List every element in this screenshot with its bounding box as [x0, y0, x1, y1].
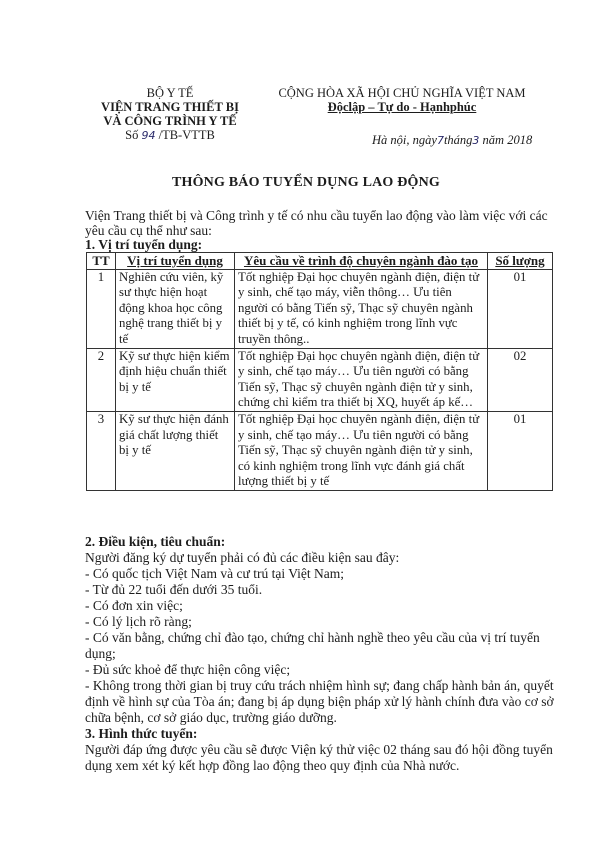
- date-prefix: Hà nội, ngày: [372, 133, 437, 147]
- country-name: CỘNG HÒA XÃ HỘI CHỦ NGHĨA VIỆT NAM: [278, 86, 526, 100]
- section2-intro: Người đăng ký dự tuyển phải có đủ các điều kiện sau đây:: [85, 550, 400, 565]
- institute-name-line1: VIỆN TRANG THIẾT BỊ: [101, 100, 239, 114]
- row-tt: 2: [87, 348, 116, 411]
- column-header-tt: TT: [87, 253, 116, 270]
- section3-text: Người đáp ứng được yêu cầu sẽ được Viện ký thử việc 02 tháng sau đó hội đồng tuyển dụng xem xét ký kết hợp đồng lao động theo quy định của Nhà nước.: [85, 742, 553, 773]
- condition-item: - Có lý lịch rõ ràng;: [85, 614, 192, 629]
- row-quantity: 01: [488, 411, 553, 490]
- document-number-value: 94: [141, 129, 156, 142]
- section2: [85, 534, 560, 774]
- column-header-position: Vị trí tuyển dụng: [116, 253, 235, 270]
- intro-paragraph: Viện Trang thiết bị và Công trình y tế có nhu cầu tuyển lao động vào làm việc với các yêu cầu cụ thể như sau:: [85, 208, 548, 238]
- column-header-requirement: Yêu cầu về trình độ chuyên ngành đào tạo: [235, 253, 488, 270]
- issuer-header: [70, 86, 270, 143]
- date-mid: tháng: [443, 133, 473, 147]
- institute-name-line2: VÀ CÔNG TRÌNH Y TẾ: [103, 114, 237, 128]
- document-title: THÔNG BÁO TUYỂN DỤNG LAO ĐỘNG: [171, 175, 441, 190]
- row-position: Kỹ sư thực hiện đánh giá chất lượng thiết bị y tế: [116, 411, 235, 490]
- ministry-name: BỘ Y TẾ: [146, 86, 194, 100]
- positions-table: [86, 252, 553, 491]
- table-header-row: [87, 253, 553, 270]
- condition-item: - Từ đủ 22 tuổi đến dưới 35 tuổi.: [85, 582, 263, 597]
- table-row: [87, 411, 553, 490]
- row-position: Kỹ sư thực hiện kiểm định hiệu chuẩn thiết bị y tế: [116, 348, 235, 411]
- section3-heading: 3. Hình thức tuyển:: [85, 726, 198, 741]
- table-row: [87, 348, 553, 411]
- national-motto: Độclập – Tự do - Hạnhphúc: [327, 100, 477, 114]
- row-tt: 3: [87, 411, 116, 490]
- table-row: [87, 269, 553, 348]
- row-requirement: Tốt nghiệp Đại học chuyên ngành điện, điện tử y sinh, chế tạo máy, viễn thông… Ưu tiên người có bằng Tiến sỹ, Thạc sỹ chuyên ngành thiết bị y tế, có kinh nghiệm trong lĩnh vực truyền thông..: [235, 269, 488, 348]
- date-month: 3: [472, 134, 480, 147]
- condition-item: - Có đơn xin việc;: [85, 598, 183, 613]
- condition-item: - Không trong thời gian bị truy cứu trách nhiệm hình sự; đang chấp hành bản án, quyết định về hình sự của Tòa án; đang bị áp dụng biện pháp xử lý hành chính đưa vào cơ sở chữa bệnh, cơ sở giáo dục, trường giáo dưỡng.: [85, 678, 554, 725]
- section2-heading: 2. Điều kiện, tiêu chuẩn:: [85, 534, 226, 549]
- row-requirement: Tốt nghiệp Đại học chuyên ngành điện, điện tử y sinh, chế tạo máy… Ưu tiên người có bằng Tiến sỹ, Thạc sỹ chuyên ngành điện tử y sinh, chứng chỉ kiểm tra thiết bị XQ, huyết áp kế…: [235, 348, 488, 411]
- section1-heading: 1. Vị trí tuyển dụng:: [85, 237, 203, 252]
- row-requirement: Tốt nghiệp Đại học chuyên ngành điện, điện tử y sinh, chế tạo máy… Ưu tiên người có bằng Tiến sỹ, Thạc sỹ chuyên ngành điện tử y sinh, có kinh nghiệm trong lĩnh vực đánh giá chất lượng thiết bị y tế: [235, 411, 488, 490]
- date-suffix: năm 2018: [482, 133, 533, 147]
- column-header-quantity: Số lượng: [488, 253, 553, 270]
- row-position: Nghiên cứu viên, kỹ sư thực hiện hoạt động khoa học công nghệ trang thiết bị y tế: [116, 269, 235, 348]
- date-day: 7: [436, 134, 444, 147]
- row-tt: 1: [87, 269, 116, 348]
- document-number-suffix: /TB-VTTB: [158, 128, 215, 142]
- document-date: [372, 133, 532, 148]
- condition-item: - Có văn bằng, chứng chỉ đào tạo, chứng chỉ hành nghề theo yêu cầu của vị trí tuyển dụng;: [85, 630, 540, 661]
- condition-item: - Đủ sức khoẻ để thực hiện công việc;: [85, 662, 291, 677]
- national-header: [262, 86, 542, 114]
- document-number-prefix: Số: [125, 128, 139, 142]
- row-quantity: 02: [488, 348, 553, 411]
- condition-item: - Có quốc tịch Việt Nam và cư trú tại Việt Nam;: [85, 566, 345, 581]
- row-quantity: 01: [488, 269, 553, 348]
- document-number: [70, 128, 270, 143]
